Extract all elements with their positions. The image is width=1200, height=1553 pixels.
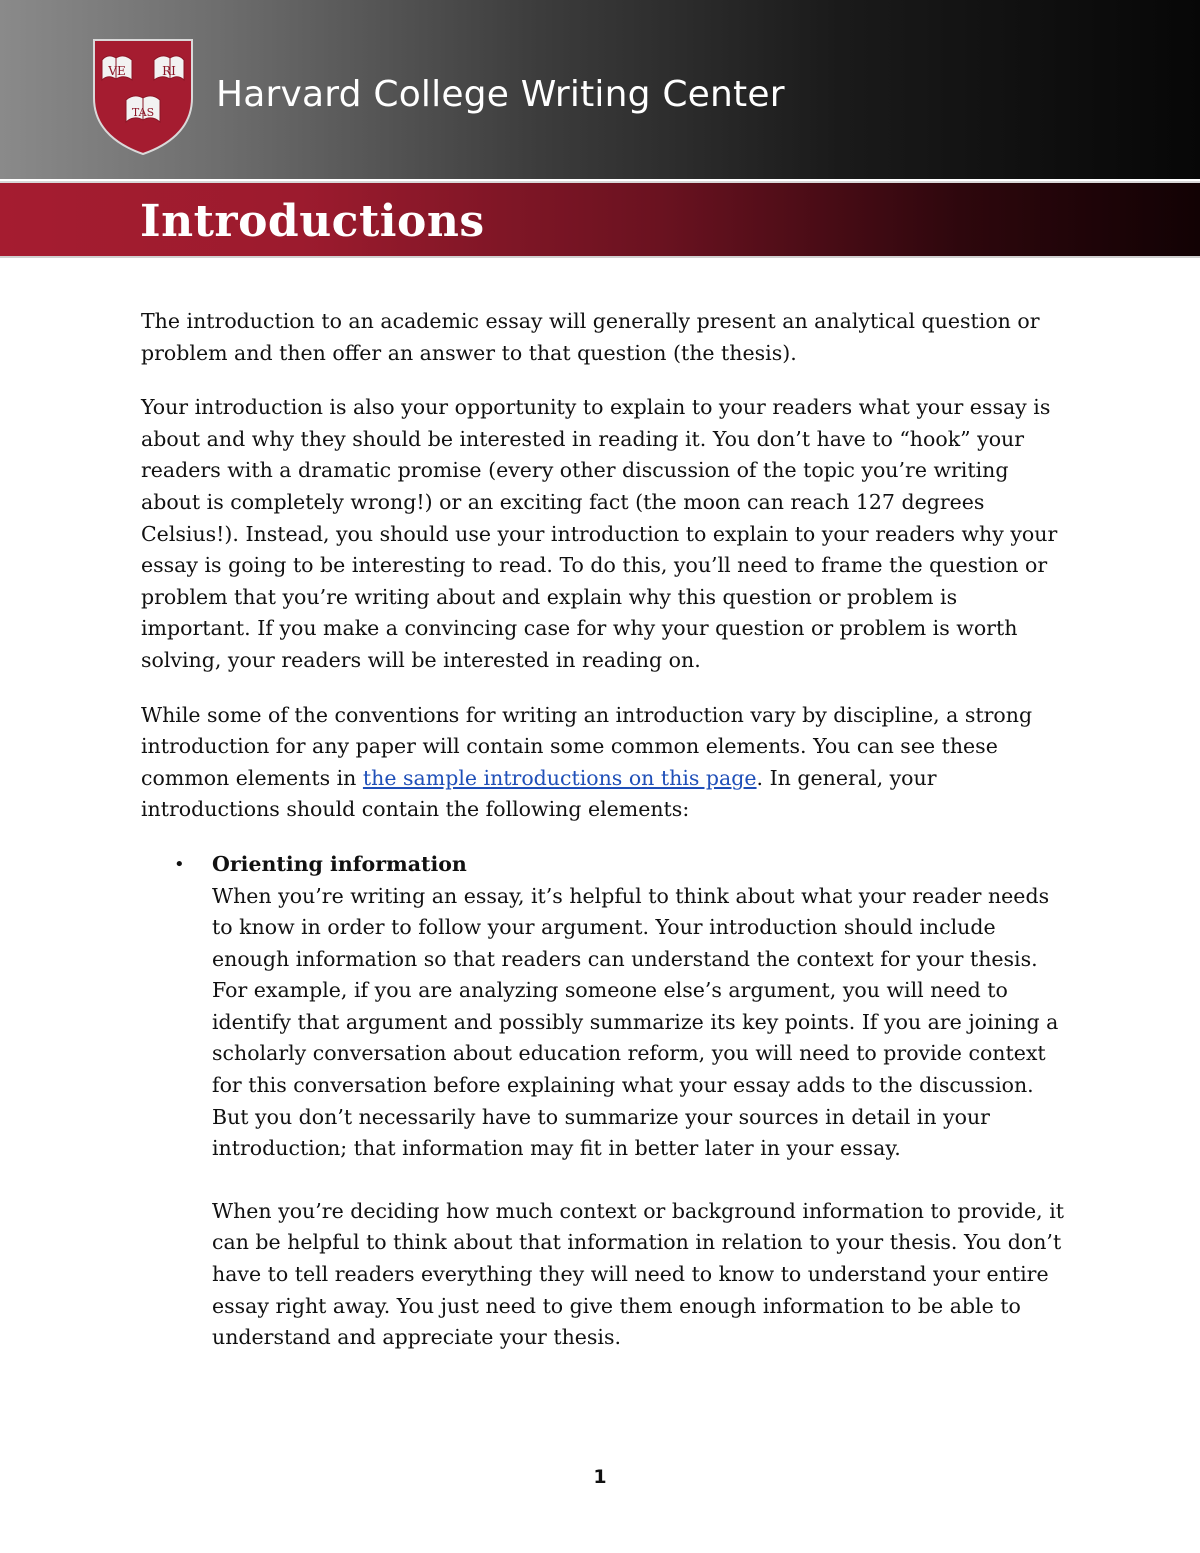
document-body xyxy=(141,306,1066,1354)
svg-text:RI: RI xyxy=(162,64,176,78)
paragraph-2: Your introduction is also your opportunity to explain to your readers what your essay is about and why they should be interested in reading it. You don’t have to “hook” your readers with a dramatic promise (every other discussion of the topic you’re writing about is completely wrong!) or an exciting fact (the moon can reach 127 degrees Celsius!). Instead, you should use your introduction to explain to your readers why your essay is going to be interesting to read. To do this, you’ll need to frame the question or problem that you’re writing about and explain why this question or problem is important. If you make a convincing case for why your question or problem is worth solving, your readers will be interested in reading on. xyxy=(141,395,1058,672)
title-band xyxy=(0,181,1200,258)
svg-text:TAS: TAS xyxy=(131,106,155,119)
list-item-body-2: When you’re deciding how much context or background information to provide, it can be helpful to think about that information in relation to your thesis. You don’t have to tell readers everything they will need to know to understand your entire essay right away. You just need to give them enough information to be able to understand and appreciate your thesis. xyxy=(212,1198,1064,1350)
paragraph-1: The introduction to an academic essay will generally present an analytical question or problem and then offer an answer to that question (the thesis). xyxy=(141,309,1040,365)
page-number: 1 xyxy=(593,1466,607,1488)
paragraph-3-text-before: While some of the conventions for writing an introduction vary by discipline, a strong introduction for any paper will contain some common elements. You can see these common elements in xyxy=(141,702,1033,790)
page-header xyxy=(0,0,1200,179)
book-icon xyxy=(154,56,184,80)
list-item-orienting-information xyxy=(141,849,1066,1354)
brand-title: Harvard College Writing Center xyxy=(216,74,785,115)
list-item-body-1: When you’re writing an essay, it’s helpful to think about what your reader needs to know in order to follow your argument. Your introduction should include enough information so that readers can understand the context for your thesis. For example, if you are analyzing someone else’s argument, you will need to identify that argument and possibly summarize its key points. If you are joining a scholarly conversation about education reform, you will need to provide context for this conversation before explaining what your essay adds to the discussion. But you don’t necessarily have to summarize your sources in detail in your introduction; that information may fit in better later in your essay. xyxy=(212,883,1059,1161)
bullet-icon: • xyxy=(174,853,185,875)
paragraph-3 xyxy=(141,700,1066,826)
book-icon xyxy=(102,56,132,80)
page-title: Introductions xyxy=(140,196,485,247)
harvard-shield-logo xyxy=(92,38,194,156)
sample-introductions-link[interactable]: the sample introductions on this page xyxy=(362,765,757,790)
paragraph-3-text-after: . In general, your introductions should contain the following elements: xyxy=(141,765,937,822)
list-item-title: Orienting information xyxy=(212,851,467,876)
svg-text:VE: VE xyxy=(108,64,126,78)
elements-list xyxy=(141,849,1066,1354)
book-icon xyxy=(126,96,160,122)
